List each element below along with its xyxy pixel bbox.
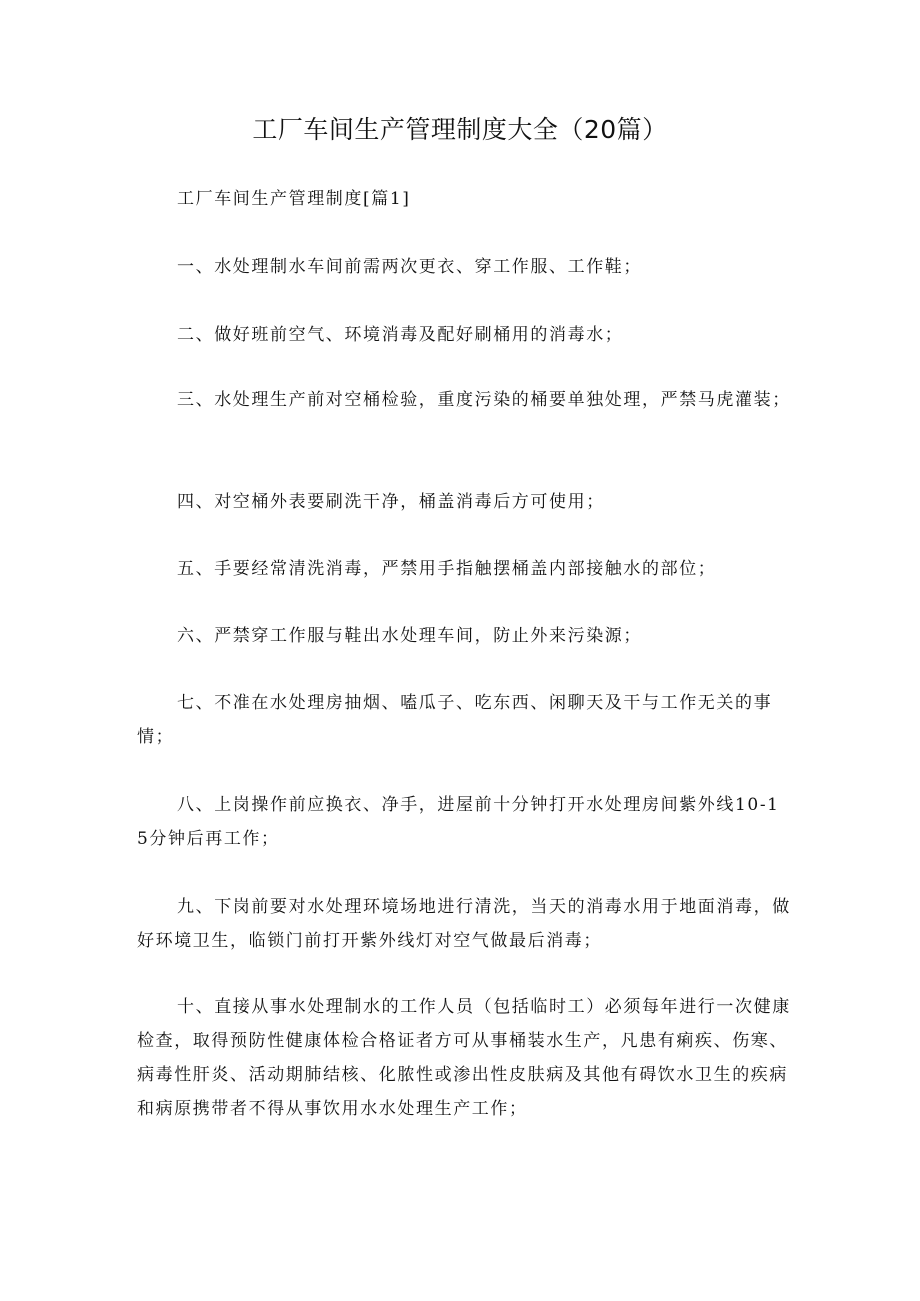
document-title: 工厂车间生产管理制度大全（20篇） (252, 115, 668, 144)
paragraph-3: 三、水处理生产前对空桶检验，重度污染的桶要单独处理，严禁马虎灌装； (177, 390, 791, 410)
paragraph-7: 七、不准在水处理房抽烟、嗑瓜子、吃东西、闲聊天及干与工作无关的事情； (137, 693, 773, 747)
paragraph-4: 四、对空桶外表要刷洗干净，桶盖消毒后方可使用； (177, 492, 605, 512)
paragraph-5: 五、手要经常清洗消毒，严禁用手指触摆桶盖内部接触水的部位； (177, 559, 717, 579)
paragraph-8: 八、上岗操作前应换衣、净手，进屋前十分钟打开水处理房间紫外线10-15分钟后再工作； (137, 795, 780, 849)
paragraph-1: 一、水处理制水车间前需两次更衣、穿工作服、工作鞋； (177, 257, 642, 277)
paragraph-2: 二、做好班前空气、环境消毒及配好刷桶用的消毒水； (177, 325, 624, 345)
paragraph-9: 九、下岗前要对水处理环境场地进行清洗，当天的消毒水用于地面消毒，做好环境卫生，临锁门前打开紫外线灯对空气做最后消毒； (137, 897, 791, 951)
paragraph-6: 六、严禁穿工作服与鞋出水处理车间，防止外来污染源； (177, 626, 642, 646)
paragraph-10: 十、直接从事水处理制水的工作人员（包括临时工）必须每年进行一次健康检查，取得预防性健康体检合格证者方可从事桶装水生产，凡患有痢疾、伤寒、病毒性肝炎、活动期肺结核、化脓性或渗出性皮肤病及其他有碍饮水卫生的疾病和病原携带者不得从事饮用水水处理生产工作； (137, 997, 791, 1119)
section-heading: 工厂车间生产管理制度[篇1] (177, 189, 411, 209)
